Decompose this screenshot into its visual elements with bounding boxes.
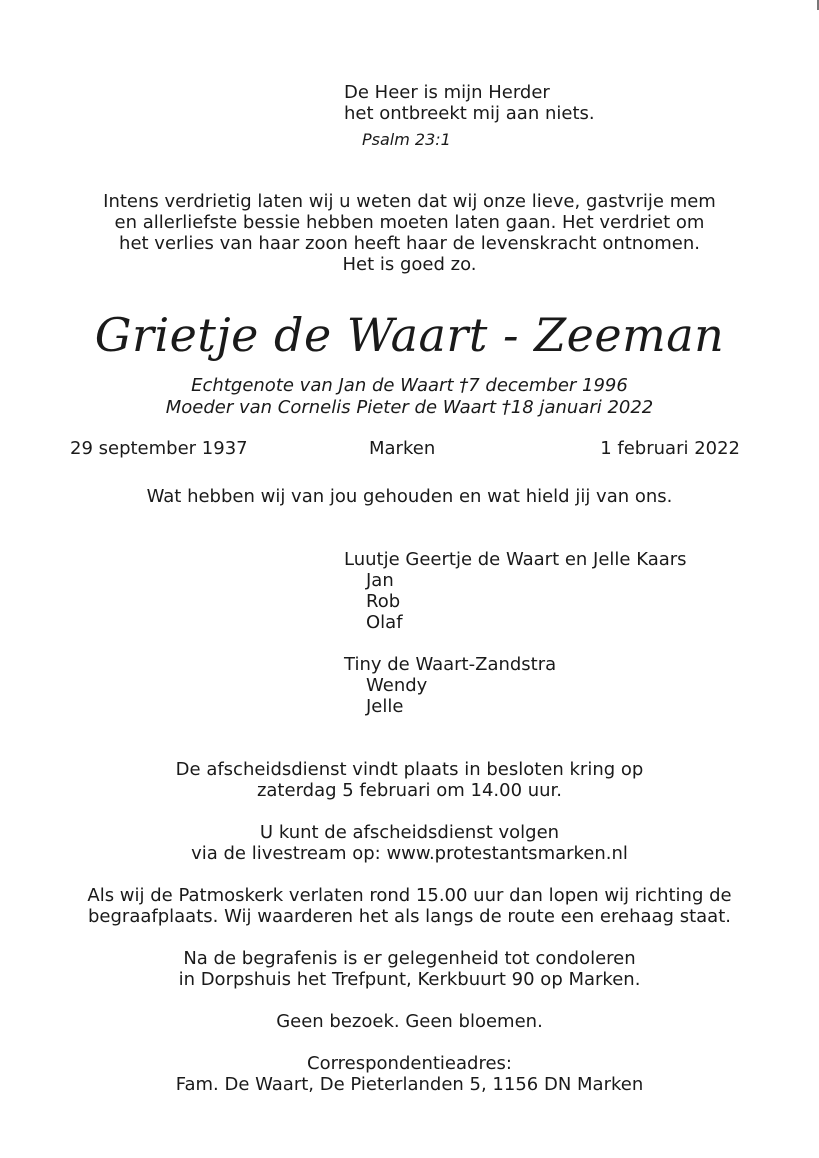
family-member: Jelle	[366, 696, 404, 717]
verse-line-2: het ontbreekt mij aan niets.	[344, 103, 595, 124]
intro-line-3: het verlies van haar zoon heeft haar de levenskracht ontnomen.	[119, 233, 700, 254]
correspondence-address: Fam. De Waart, De Pieterlanden 5, 1156 DN Marken	[175, 1074, 644, 1095]
relation-son: Moeder van Cornelis Pieter de Waart †18 januari 2022	[165, 397, 654, 418]
death-date: 1 februari 2022	[600, 438, 740, 459]
family-member: Rob	[366, 591, 401, 612]
verse-line-1: De Heer is mijn Herder	[344, 82, 550, 103]
livestream-line-1: U kunt de afscheidsdienst volgen	[259, 822, 560, 843]
procession-line-2: begraafplaats. Wij waarderen het als langs de route een erehaag staat.	[88, 906, 731, 927]
condolence-line-2: in Dorpshuis het Trefpunt, Kerkbuurt 90 op Marken.	[178, 969, 641, 990]
notice-line: Geen bezoek. Geen bloemen.	[276, 1011, 543, 1032]
intro-line-2: en allerliefste bessie hebben moeten laten gaan. Het verdriet om	[114, 212, 705, 233]
birth-date: 29 september 1937	[70, 438, 248, 459]
relation-spouse: Echtgenote van Jan de Waart †7 december 1996	[191, 375, 628, 396]
livestream-line-2: via de livestream op: www.protestantsmarken.nl	[191, 843, 628, 864]
condolence-line-1: Na de begrafenis is er gelegenheid tot condoleren	[183, 948, 636, 969]
family-group-2-head: Tiny de Waart-Zandstra	[344, 654, 557, 675]
deceased-name: Grietje de Waart - Zeeman	[94, 308, 725, 362]
tribute-line: Wat hebben wij van jou gehouden en wat hield jij van ons.	[146, 486, 673, 507]
verse-reference: Psalm 23:1	[362, 130, 451, 149]
service-line-2: zaterdag 5 februari om 14.00 uur.	[256, 780, 563, 801]
procession-line-1: Als wij de Patmoskerk verlaten rond 15.00 uur dan lopen wij richting de	[87, 885, 732, 906]
family-member: Jan	[366, 570, 394, 591]
family-member: Olaf	[366, 612, 403, 633]
service-line-1: De afscheidsdienst vindt plaats in besloten kring op	[175, 759, 644, 780]
correspondence-label: Correspondentieadres:	[307, 1053, 512, 1074]
intro-line-1: Intens verdrietig laten wij u weten dat wij onze lieve, gastvrije mem	[103, 191, 716, 212]
family-member: Wendy	[366, 675, 428, 696]
place: Marken	[369, 438, 436, 459]
dates-row	[70, 438, 740, 460]
intro-line-4: Het is goed zo.	[342, 254, 477, 275]
family-group-1-head: Luutje Geertje de Waart en Jelle Kaars	[344, 549, 687, 570]
